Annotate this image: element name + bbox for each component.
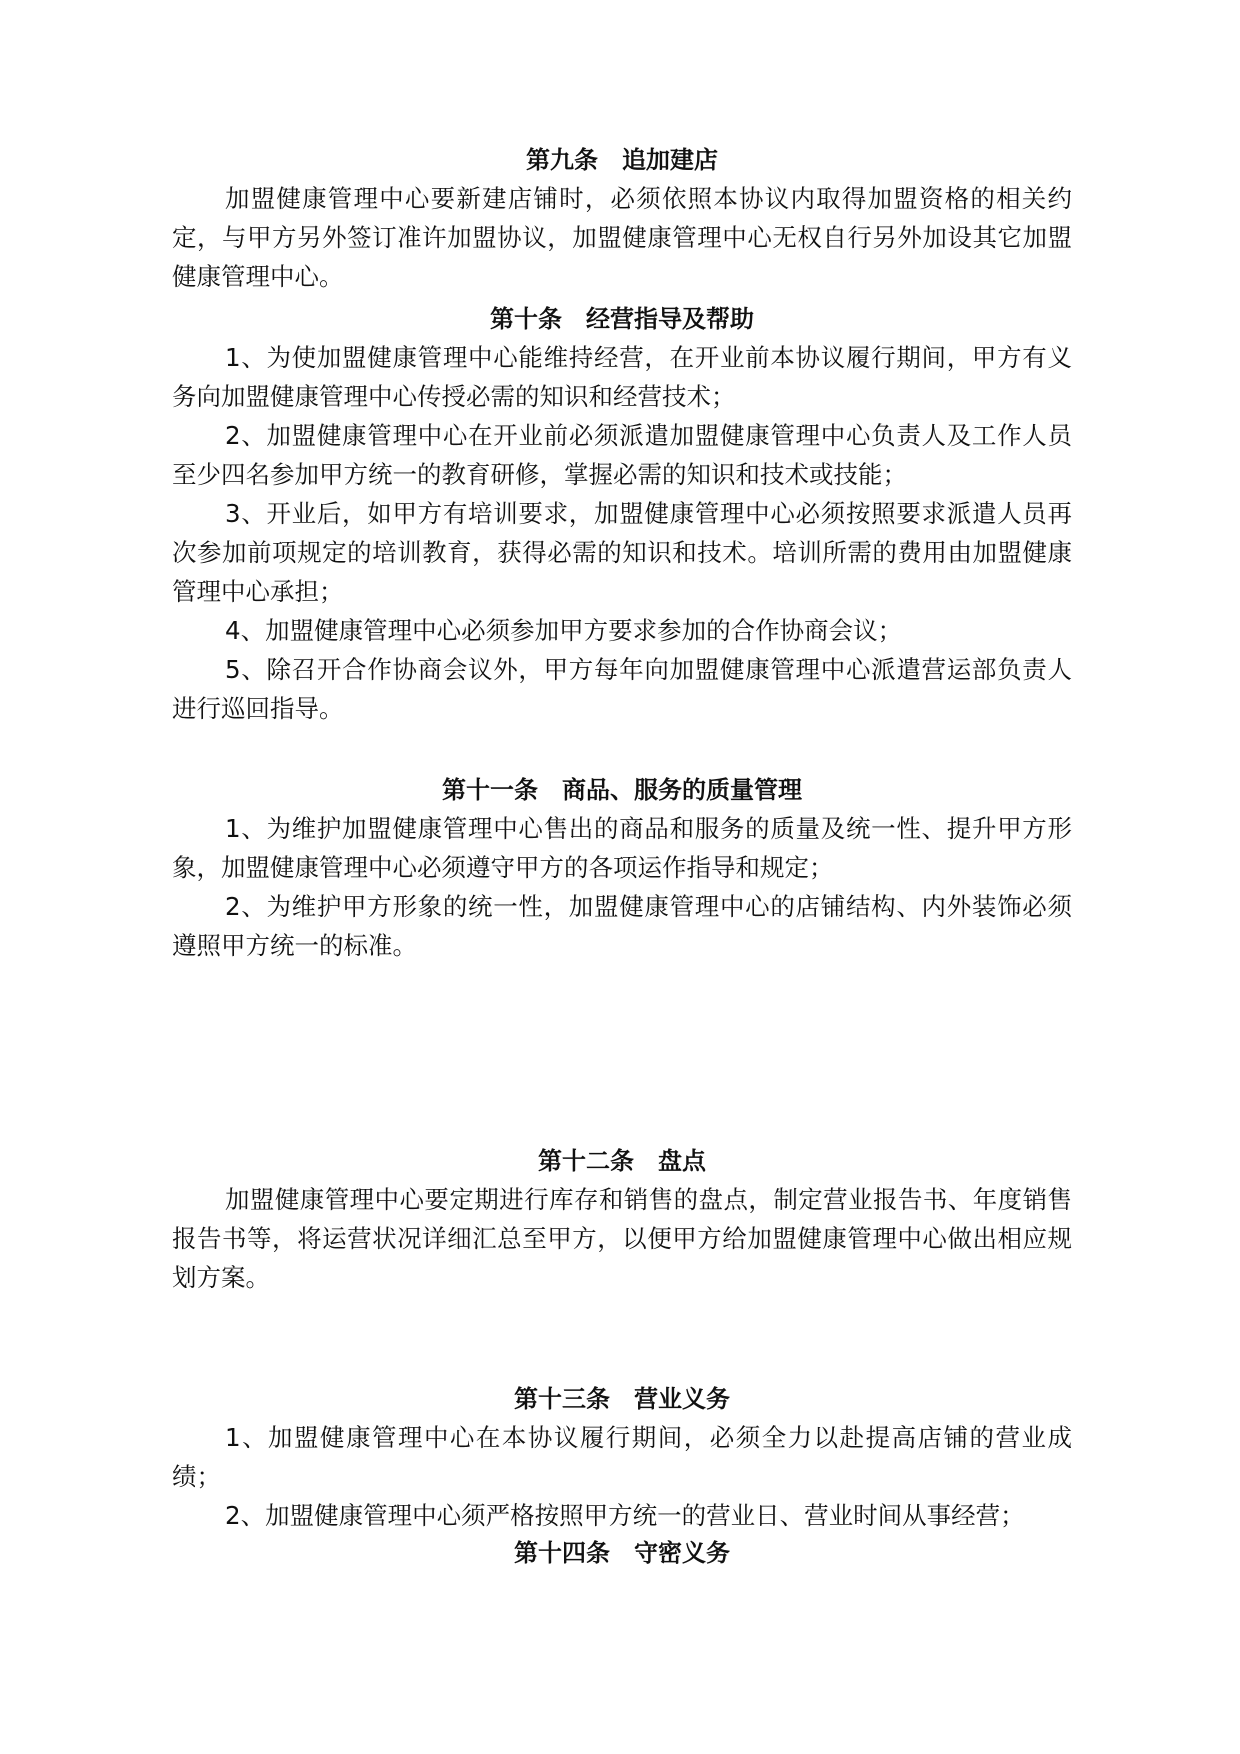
article-10-paragraph-1: 1、为使加盟健康管理中心能维持经营，在开业前本协议履行期间，甲方有义务向加盟健康管理中心传授必需的知识和经营技术； — [172, 343, 1072, 411]
article-11-paragraph-2: 2、为维护甲方形象的统一性，加盟健康管理中心的店铺结构、内外装饰必须遵照甲方统一的标准。 — [172, 892, 1072, 960]
article-13-title: 第十三条 营业义务 — [514, 1385, 730, 1413]
article-10-paragraph-4: 4、加盟健康管理中心必须参加甲方要求参加的合作协商会议； — [225, 616, 903, 645]
article-10-paragraph-2: 2、加盟健康管理中心在开业前必须派遣加盟健康管理中心负责人及工作人员至少四名参加甲方统一的教育研修，掌握必需的知识和技术或技能； — [172, 421, 1072, 489]
article-12-title: 第十二条 盘点 — [538, 1147, 706, 1175]
article-9-paragraph-1: 加盟健康管理中心要新建店铺时，必须依照本协议内取得加盟资格的相关约定，与甲方另外签订准许加盟协议，加盟健康管理中心无权自行另外加设其它加盟健康管理中心。 — [172, 184, 1072, 291]
article-13-paragraph-1: 1、加盟健康管理中心在本协议履行期间，必须全力以赴提高店铺的营业成绩； — [172, 1423, 1072, 1491]
article-9-title: 第九条 追加建店 — [526, 146, 718, 174]
article-14-title: 第十四条 守密义务 — [514, 1539, 730, 1567]
article-12-paragraph-1: 加盟健康管理中心要定期进行库存和销售的盘点，制定营业报告书、年度销售报告书等，将运营状况详细汇总至甲方，以便甲方给加盟健康管理中心做出相应规划方案。 — [172, 1185, 1072, 1292]
article-13-paragraph-2: 2、加盟健康管理中心须严格按照甲方统一的营业日、营业时间从事经营； — [225, 1501, 1025, 1530]
article-10-paragraph-5: 5、除召开合作协商会议外，甲方每年向加盟健康管理中心派遣营运部负责人进行巡回指导。 — [172, 655, 1072, 723]
article-11-title: 第十一条 商品、服务的质量管理 — [442, 776, 802, 804]
article-10-paragraph-3: 3、开业后，如甲方有培训要求，加盟健康管理中心必须按照要求派遣人员再次参加前项规定的培训教育，获得必需的知识和技术。培训所需的费用由加盟健康管理中心承担； — [172, 499, 1072, 606]
article-10-title: 第十条 经营指导及帮助 — [490, 305, 754, 333]
article-11-paragraph-1: 1、为维护加盟健康管理中心售出的商品和服务的质量及统一性、提升甲方形象，加盟健康管理中心必须遵守甲方的各项运作指导和规定； — [172, 814, 1072, 882]
